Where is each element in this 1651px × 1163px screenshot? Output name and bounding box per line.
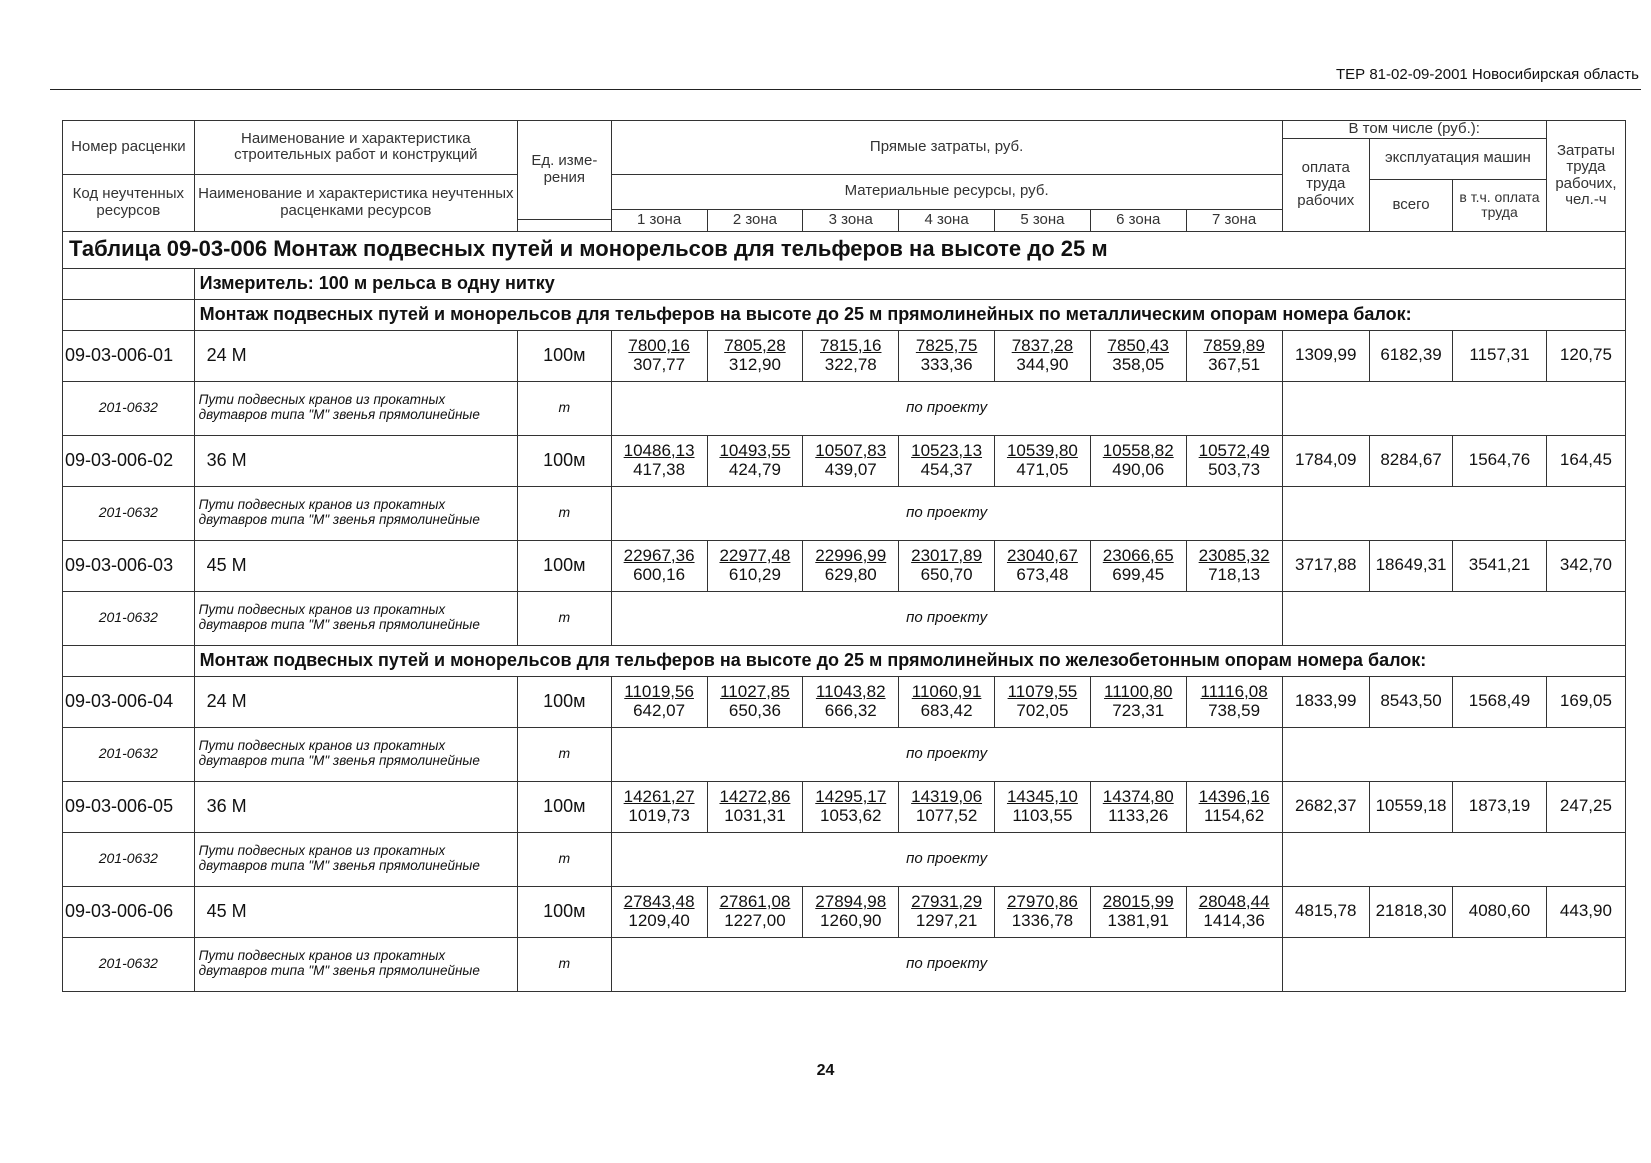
rate-code: 09-03-006-05 bbox=[63, 781, 195, 832]
material-cost: 1077,52 bbox=[915, 805, 978, 825]
zone-cost bbox=[1186, 330, 1282, 381]
wage-value: 2682,37 bbox=[1282, 781, 1369, 832]
material-cost: 600,16 bbox=[633, 564, 686, 584]
zone-header: 2 зона bbox=[707, 209, 803, 231]
direct-cost: 11019,56 bbox=[624, 681, 694, 701]
rate-unit: 100м bbox=[517, 781, 611, 832]
material-cost: 1381,91 bbox=[1107, 910, 1169, 930]
resource-blank bbox=[1282, 727, 1625, 781]
resource-unit: т bbox=[517, 381, 611, 435]
zone-header: 1 зона bbox=[611, 209, 707, 231]
rate-row bbox=[63, 330, 1626, 381]
direct-cost: 27861,08 bbox=[719, 891, 791, 911]
header-rule bbox=[50, 89, 1641, 90]
material-cost: 723,31 bbox=[1112, 700, 1165, 720]
machines-wage-value: 1157,31 bbox=[1453, 330, 1547, 381]
section-spacer bbox=[63, 645, 195, 676]
zone-cost bbox=[707, 676, 803, 727]
rate-unit: 100м bbox=[517, 886, 611, 937]
direct-cost: 7825,75 bbox=[915, 335, 978, 355]
section-title: Монтаж подвесных путей и монорельсов для тельферов на высоте до 25 м прямолинейных по железобетонным опорам номера балок: bbox=[194, 645, 1625, 676]
resource-blank bbox=[1282, 381, 1625, 435]
col-header-res-name: Наименование и характеристика неучтенных расценками ресурсов bbox=[194, 174, 517, 231]
machines-value: 18649,31 bbox=[1369, 540, 1452, 591]
resource-unit: т bbox=[517, 832, 611, 886]
zone-cost bbox=[707, 886, 803, 937]
material-cost: 333,36 bbox=[920, 354, 973, 374]
material-cost: 322,78 bbox=[824, 354, 877, 374]
material-cost: 1297,21 bbox=[915, 910, 978, 930]
zone-header: 3 зона bbox=[803, 209, 899, 231]
resource-row bbox=[63, 381, 1626, 435]
zone-cost bbox=[1186, 435, 1282, 486]
zone-cost bbox=[803, 676, 899, 727]
rate-code: 09-03-006-06 bbox=[63, 886, 195, 937]
resource-name: Пути подвесных кранов из прокатных двутавров типа "М" звенья прямолинейные bbox=[194, 381, 517, 435]
material-cost: 718,13 bbox=[1208, 564, 1261, 584]
rate-row bbox=[63, 540, 1626, 591]
resource-note: по проекту bbox=[611, 591, 1282, 645]
machines-wage-value: 4080,60 bbox=[1453, 886, 1547, 937]
zone-cost bbox=[611, 435, 707, 486]
resource-name: Пути подвесных кранов из прокатных двутавров типа "М" звенья прямолинейные bbox=[194, 591, 517, 645]
direct-cost: 7815,16 bbox=[820, 335, 882, 355]
resource-blank bbox=[1282, 937, 1625, 991]
col-header-labor: Затраты труда рабочих, чел.-ч bbox=[1546, 121, 1625, 232]
material-cost: 439,07 bbox=[824, 459, 877, 479]
direct-cost: 10486,13 bbox=[623, 440, 695, 460]
machines-value: 6182,39 bbox=[1369, 330, 1452, 381]
machines-wage-value: 3541,21 bbox=[1453, 540, 1547, 591]
material-cost: 650,70 bbox=[920, 564, 973, 584]
direct-cost: 7850,43 bbox=[1107, 335, 1169, 355]
direct-cost: 14396,16 bbox=[1198, 786, 1270, 806]
direct-cost: 14345,10 bbox=[1006, 786, 1078, 806]
resource-row bbox=[63, 591, 1626, 645]
resource-code: 201-0632 bbox=[63, 486, 195, 540]
direct-cost: 11060,91 bbox=[911, 681, 982, 701]
resource-code: 201-0632 bbox=[63, 727, 195, 781]
labor-value: 120,75 bbox=[1546, 330, 1625, 381]
zone-cost bbox=[611, 886, 707, 937]
material-cost: 471,05 bbox=[1016, 459, 1069, 479]
zone-cost bbox=[803, 540, 899, 591]
zone-header: 7 зона bbox=[1186, 209, 1282, 231]
zone-cost bbox=[899, 330, 995, 381]
col-header-name: Наименование и характеристика строительных работ и конструкций bbox=[194, 121, 517, 175]
zone-cost bbox=[1090, 540, 1186, 591]
direct-cost: 10558,82 bbox=[1102, 440, 1174, 460]
rate-name: 45 М bbox=[194, 540, 517, 591]
resource-code: 201-0632 bbox=[63, 381, 195, 435]
resource-code: 201-0632 bbox=[63, 591, 195, 645]
col-header-mach-total: всего bbox=[1369, 179, 1452, 231]
labor-value: 169,05 bbox=[1546, 676, 1625, 727]
rate-unit: 100м bbox=[517, 540, 611, 591]
material-cost: 699,45 bbox=[1112, 564, 1165, 584]
zone-cost bbox=[1186, 540, 1282, 591]
direct-cost: 23040,67 bbox=[1006, 545, 1078, 565]
resource-blank bbox=[1282, 486, 1625, 540]
direct-cost: 22967,36 bbox=[623, 545, 695, 565]
direct-cost: 11043,82 bbox=[815, 681, 886, 701]
resource-row bbox=[63, 486, 1626, 540]
direct-cost: 23066,65 bbox=[1102, 545, 1174, 565]
zone-cost bbox=[1186, 676, 1282, 727]
rate-name: 36 М bbox=[194, 435, 517, 486]
zone-cost bbox=[995, 330, 1091, 381]
zone-cost bbox=[995, 435, 1091, 486]
resource-note: по проекту bbox=[611, 727, 1282, 781]
material-cost: 503,73 bbox=[1208, 459, 1261, 479]
zone-cost bbox=[707, 435, 803, 486]
section-spacer bbox=[63, 299, 195, 330]
material-cost: 312,90 bbox=[728, 354, 781, 374]
resource-name: Пути подвесных кранов из прокатных двутавров типа "М" звенья прямолинейные bbox=[194, 486, 517, 540]
rate-name: 24 М bbox=[194, 330, 517, 381]
rate-unit: 100м bbox=[517, 676, 611, 727]
zone-cost bbox=[1090, 676, 1186, 727]
material-cost: 683,42 bbox=[920, 700, 973, 720]
material-cost: 490,06 bbox=[1112, 459, 1165, 479]
labor-value: 164,45 bbox=[1546, 435, 1625, 486]
zone-cost bbox=[803, 330, 899, 381]
direct-cost: 14295,17 bbox=[815, 786, 887, 806]
material-cost: 344,90 bbox=[1016, 354, 1069, 374]
resource-unit: т bbox=[517, 937, 611, 991]
wage-value: 1833,99 bbox=[1282, 676, 1369, 727]
rate-name: 24 М bbox=[194, 676, 517, 727]
zone-cost bbox=[611, 540, 707, 591]
direct-cost: 7805,28 bbox=[724, 335, 786, 355]
direct-cost: 23017,89 bbox=[911, 545, 983, 565]
zone-cost bbox=[611, 676, 707, 727]
direct-cost: 23085,32 bbox=[1198, 545, 1270, 565]
col-header-mach-wage: в т.ч. оплата труда bbox=[1453, 179, 1547, 231]
resource-code: 201-0632 bbox=[63, 937, 195, 991]
direct-cost: 27931,29 bbox=[911, 891, 983, 911]
rate-name: 36 М bbox=[194, 781, 517, 832]
resource-row bbox=[63, 937, 1626, 991]
rate-row bbox=[63, 676, 1626, 727]
material-cost: 358,05 bbox=[1112, 354, 1165, 374]
zone-cost bbox=[899, 435, 995, 486]
zone-cost bbox=[1186, 886, 1282, 937]
material-cost: 673,48 bbox=[1016, 564, 1069, 584]
material-cost: 610,29 bbox=[728, 564, 781, 584]
labor-value: 342,70 bbox=[1546, 540, 1625, 591]
direct-cost: 14272,86 bbox=[719, 786, 791, 806]
machines-wage-value: 1564,76 bbox=[1453, 435, 1547, 486]
material-cost: 424,79 bbox=[728, 459, 781, 479]
col-header-wage: оплата труда рабочих bbox=[1282, 138, 1369, 231]
material-cost: 629,80 bbox=[824, 564, 877, 584]
rates-table bbox=[62, 120, 1626, 992]
resource-unit: т bbox=[517, 727, 611, 781]
resource-row bbox=[63, 727, 1626, 781]
direct-cost: 14374,80 bbox=[1102, 786, 1174, 806]
resource-code: 201-0632 bbox=[63, 832, 195, 886]
table-title: Таблица 09-03-006 Монтаж подвесных путей и монорельсов для тельферов на высоте до 25 м bbox=[63, 231, 1626, 268]
zone-cost bbox=[611, 781, 707, 832]
zone-cost bbox=[707, 540, 803, 591]
machines-value: 21818,30 bbox=[1369, 886, 1452, 937]
measure-unit: Измеритель: 100 м рельса в одну нитку bbox=[194, 268, 1625, 299]
zone-cost bbox=[1090, 435, 1186, 486]
material-cost: 454,37 bbox=[920, 459, 973, 479]
wage-value: 1309,99 bbox=[1282, 330, 1369, 381]
labor-value: 247,25 bbox=[1546, 781, 1625, 832]
resource-note: по проекту bbox=[611, 486, 1282, 540]
zone-cost bbox=[1186, 781, 1282, 832]
col-header-direct-costs: Прямые затраты, руб. bbox=[611, 121, 1282, 175]
direct-cost: 14319,06 bbox=[911, 786, 983, 806]
direct-cost: 11027,85 bbox=[720, 681, 790, 701]
zone-cost bbox=[1090, 886, 1186, 937]
material-cost: 1414,36 bbox=[1203, 910, 1265, 930]
direct-cost: 27894,98 bbox=[815, 891, 887, 911]
rate-unit: 100м bbox=[517, 330, 611, 381]
zone-header: 4 зона bbox=[899, 209, 995, 231]
zone-cost bbox=[707, 781, 803, 832]
zone-cost bbox=[995, 781, 1091, 832]
zone-cost bbox=[995, 676, 1091, 727]
wage-value: 1784,09 bbox=[1282, 435, 1369, 486]
zone-cost bbox=[1090, 781, 1186, 832]
zone-cost bbox=[707, 330, 803, 381]
direct-cost: 22996,99 bbox=[815, 545, 887, 565]
material-cost: 1133,26 bbox=[1108, 805, 1169, 825]
resource-row bbox=[63, 832, 1626, 886]
resource-note: по проекту bbox=[611, 381, 1282, 435]
zone-header: 5 зона bbox=[995, 209, 1091, 231]
material-cost: 1031,31 bbox=[724, 805, 786, 825]
direct-cost: 7837,28 bbox=[1011, 335, 1074, 355]
zone-cost bbox=[899, 540, 995, 591]
zone-cost bbox=[899, 781, 995, 832]
direct-cost: 7800,16 bbox=[628, 335, 690, 355]
rate-unit: 100м bbox=[517, 435, 611, 486]
material-cost: 1209,40 bbox=[628, 910, 690, 930]
machines-value: 10559,18 bbox=[1369, 781, 1452, 832]
col-header-unit: Ед. изме-рения bbox=[517, 121, 611, 220]
material-cost: 642,07 bbox=[633, 700, 686, 720]
zone-cost bbox=[611, 330, 707, 381]
zone-cost bbox=[899, 676, 995, 727]
col-header-number: Номер расценки bbox=[63, 121, 195, 175]
wage-value: 4815,78 bbox=[1282, 886, 1369, 937]
material-cost: 367,51 bbox=[1208, 354, 1261, 374]
col-header-machines: эксплуатация машин bbox=[1369, 138, 1546, 179]
zone-cost bbox=[995, 540, 1091, 591]
rate-name: 45 М bbox=[194, 886, 517, 937]
material-cost: 1336,78 bbox=[1011, 910, 1074, 930]
rate-row bbox=[63, 781, 1626, 832]
zone-header: 6 зона bbox=[1090, 209, 1186, 231]
col-header-including: В том числе (руб.): bbox=[1282, 121, 1546, 139]
direct-cost: 11116,08 bbox=[1200, 681, 1268, 701]
material-cost: 1154,62 bbox=[1204, 805, 1265, 825]
rate-row bbox=[63, 435, 1626, 486]
direct-cost: 10523,13 bbox=[911, 440, 983, 460]
material-cost: 1053,62 bbox=[820, 805, 882, 825]
page-number: 24 bbox=[816, 1062, 835, 1079]
rate-code: 09-03-006-03 bbox=[63, 540, 195, 591]
material-cost: 738,59 bbox=[1208, 700, 1261, 720]
direct-cost: 10493,55 bbox=[719, 440, 791, 460]
resource-note: по проекту bbox=[611, 832, 1282, 886]
machines-wage-value: 1568,49 bbox=[1453, 676, 1547, 727]
direct-cost: 22977,48 bbox=[719, 545, 791, 565]
resource-unit: т bbox=[517, 591, 611, 645]
material-cost: 1260,90 bbox=[820, 910, 882, 930]
section-title: Монтаж подвесных путей и монорельсов для тельферов на высоте до 25 м прямолинейных по металлическим опорам номера балок: bbox=[194, 299, 1625, 330]
direct-cost: 10539,80 bbox=[1006, 440, 1078, 460]
resource-unit: т bbox=[517, 486, 611, 540]
zone-cost bbox=[803, 886, 899, 937]
rate-code: 09-03-006-04 bbox=[63, 676, 195, 727]
material-cost: 666,32 bbox=[824, 700, 877, 720]
resource-name: Пути подвесных кранов из прокатных двутавров типа "М" звенья прямолинейные bbox=[194, 832, 517, 886]
resource-blank bbox=[1282, 591, 1625, 645]
rate-code: 09-03-006-01 bbox=[63, 330, 195, 381]
material-cost: 650,36 bbox=[728, 700, 781, 720]
labor-value: 443,90 bbox=[1546, 886, 1625, 937]
resource-blank bbox=[1282, 832, 1625, 886]
resource-note: по проекту bbox=[611, 937, 1282, 991]
zone-cost bbox=[1090, 330, 1186, 381]
resource-name: Пути подвесных кранов из прокатных двутавров типа "М" звенья прямолинейные bbox=[194, 727, 517, 781]
material-cost: 702,05 bbox=[1016, 700, 1069, 720]
direct-cost: 11079,55 bbox=[1007, 681, 1078, 701]
material-cost: 417,38 bbox=[633, 459, 686, 479]
zone-cost bbox=[899, 886, 995, 937]
wage-value: 3717,88 bbox=[1282, 540, 1369, 591]
machines-value: 8543,50 bbox=[1369, 676, 1452, 727]
direct-cost: 27843,48 bbox=[623, 891, 695, 911]
col-header-materials: Материальные ресурсы, руб. bbox=[611, 174, 1282, 209]
direct-cost: 11100,80 bbox=[1104, 681, 1173, 701]
direct-cost: 10572,49 bbox=[1198, 440, 1270, 460]
rate-row bbox=[63, 886, 1626, 937]
material-cost: 1227,00 bbox=[724, 910, 786, 930]
direct-cost: 14261,27 bbox=[623, 786, 695, 806]
direct-cost: 28015,99 bbox=[1102, 891, 1174, 911]
rate-code: 09-03-006-02 bbox=[63, 435, 195, 486]
col-header-code: Код неучтенных ресурсов bbox=[63, 174, 195, 231]
zone-cost bbox=[803, 781, 899, 832]
zone-cost bbox=[803, 435, 899, 486]
direct-cost: 10507,83 bbox=[815, 440, 887, 460]
zone-cost bbox=[995, 886, 1091, 937]
material-cost: 1103,55 bbox=[1012, 805, 1073, 825]
document-header: ТЕР 81-02-09-2001 Новосибирская область bbox=[1336, 66, 1639, 83]
machines-wage-value: 1873,19 bbox=[1453, 781, 1547, 832]
direct-cost: 27970,86 bbox=[1006, 891, 1078, 911]
material-cost: 307,77 bbox=[633, 354, 686, 374]
machines-value: 8284,67 bbox=[1369, 435, 1452, 486]
material-cost: 1019,73 bbox=[628, 805, 690, 825]
direct-cost: 7859,89 bbox=[1203, 335, 1265, 355]
resource-name: Пути подвесных кранов из прокатных двутавров типа "М" звенья прямолинейные bbox=[194, 937, 517, 991]
direct-cost: 28048,44 bbox=[1198, 891, 1270, 911]
